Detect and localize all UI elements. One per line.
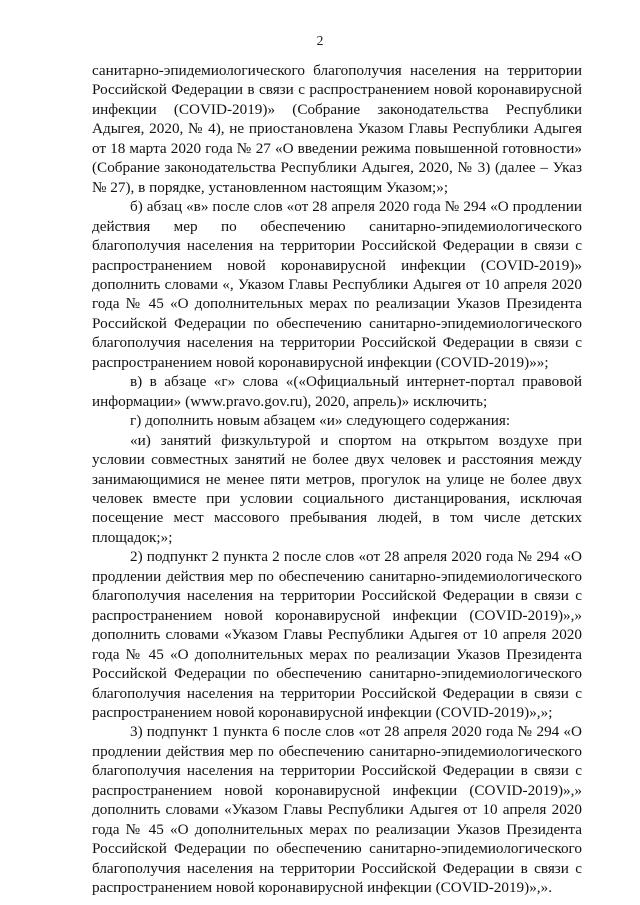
page-number: 2	[316, 33, 324, 48]
paragraph-item-v: в) в абзаце «г» слова «(«Официальный интернет-портал правовой информации» (www.pravo.gov.ru), 2020, апрель)» исключить;	[92, 373, 582, 410]
document-body	[92, 61, 582, 897]
paragraph-item-g: г) дополнить новым абзацем «и» следующего содержания:	[130, 412, 511, 430]
paragraph-item-3: 3) подпункт 1 пункта 6 после слов «от 28 апреля 2020 года № 294 «О продлении действия мер по обеспечению санитарно-эпидемиологического благополучия населения на территории Российской Федерации в связи с распространением новой коронавирусной инфекции (COVID-2019)»,» дополнить словами «Указом Главы Республики Адыгея от 10 апреля 2020 года № 45 «О дополнительных мерах по реализации Указов Президента Российской Федерации по обеспечению санитарно-эпидемиологического благополучия населения на территории Российской Федерации в связи с распространением новой коронавирусной инфекции (COVID-2019)»,».	[92, 723, 582, 897]
paragraph-item-i: «и) занятий физкультурой и спортом на открытом воздухе при условии совместных занятий не более двух человек и расстояния между занимающимися не менее пяти метров, прогулок на улице не более двух человек вместе при условии социального дистанцирования, исключая посещение мест массового пребывания людей, в том числе детских площадок;»;	[92, 431, 582, 546]
paragraph-item-2: 2) подпункт 2 пункта 2 после слов «от 28 апреля 2020 года № 294 «О продлении действия мер по обеспечению санитарно-эпидемиологического благополучия населения на территории Российской Федерации в связи с распространением новой коронавирусной инфекции (COVID-2019)»,» дополнить словами «Указом Главы Республики Адыгея от 10 апреля 2020 года № 45 «О дополнительных мерах по реализации Указов Президента Российской Федерации по обеспечению санитарно-эпидемиологического благополучия населения на территории Российской Федерации в связи с распространением новой коронавирусной инфекции (COVID-2019)»,»;	[92, 548, 582, 721]
paragraph-continuation: санитарно-эпидемиологического благополучия населения на территории Российской Федерации в связи с распространением новой коронавирусной инфекции (COVID-2019)» (Собрание законодательства Республики Адыгея, 2020, № 4), не приостановлена Указом Главы Республики Адыгея от 18 марта 2020 года № 27 «О введении режима повышенной готовности» (Собрание законодательства Республики Адыгея, 2020, № 3) (далее – Указ № 27), в порядке, установленном настоящим Указом;»;	[92, 62, 582, 196]
paragraph-item-b: б) абзац «в» после слов «от 28 апреля 2020 года № 294 «О продлении действия мер по обеспечению санитарно-эпидемиологического благополучия населения на территории Российской Федерации в связи с распространением новой коронавирусной инфекции (COVID-2019)» дополнить словами «, Указом Главы Республики Адыгея от 10 апреля 2020 года № 45 «О дополнительных мерах по реализации Указов Президента Российской Федерации по обеспечению санитарно-эпидемиологического благополучия населения на территории Российской Федерации в связи с распространением новой коронавирусной инфекции (COVID-2019)»»;	[92, 198, 582, 371]
